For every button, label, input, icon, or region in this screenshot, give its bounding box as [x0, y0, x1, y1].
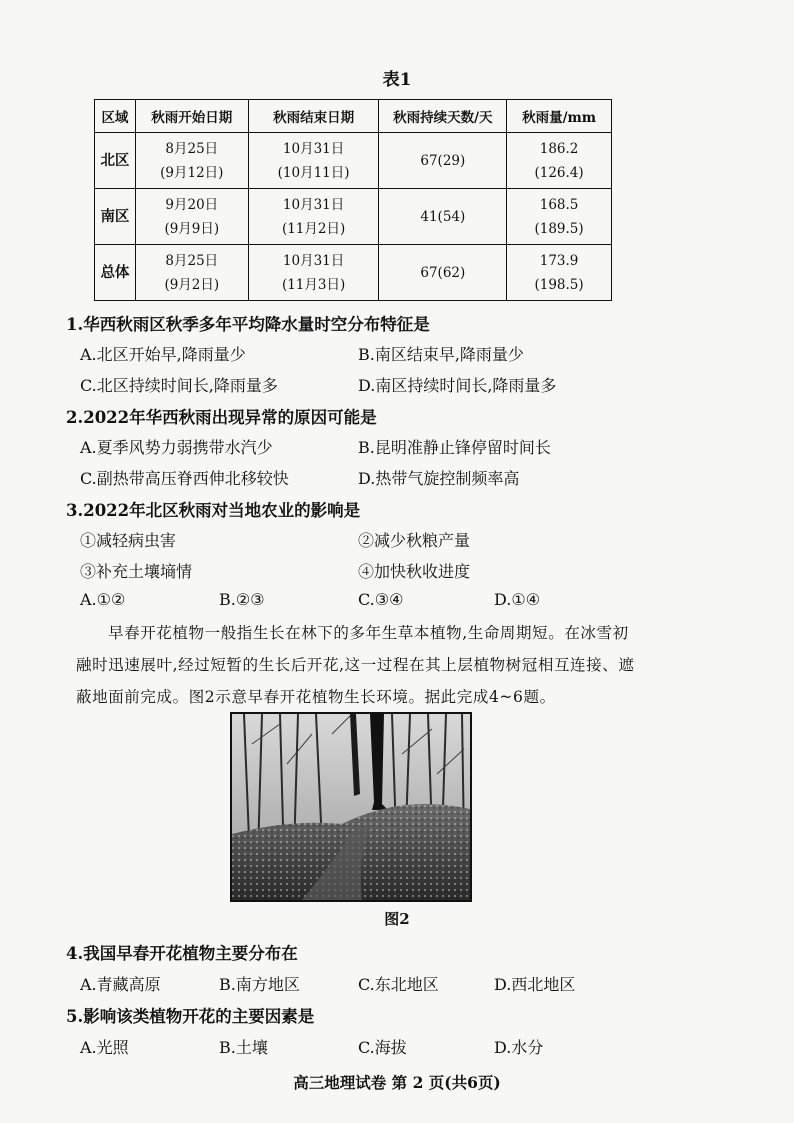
table-row-north	[95, 133, 612, 189]
cell-region: 北区	[95, 133, 136, 189]
q3-option-b: B.②③	[219, 590, 265, 609]
cell-rain: 173.9 (198.5)	[507, 245, 612, 301]
header-end: 秋雨结束日期	[248, 100, 379, 133]
header-rain: 秋雨量/mm	[507, 100, 612, 133]
cell-days: 67(62)	[379, 245, 507, 301]
forest-photo	[230, 712, 472, 902]
q4-option-c: C.东北地区	[358, 975, 439, 994]
q3-option-a: A.①②	[80, 590, 126, 609]
page-footer: 高三地理试卷 第 2 页(共6页)	[293, 1073, 501, 1092]
passage-line: 融时迅速展叶,经过短暂的生长后开花,这一过程在其上层植物树冠相互连接、遮	[76, 656, 635, 674]
q3-option-c: C.③④	[358, 590, 404, 609]
q3-option-d: D.①④	[494, 590, 541, 609]
q2-option-d: D.热带气旋控制频率高	[358, 469, 520, 488]
question-4-stem: 4.我国早春开花植物主要分布在	[66, 944, 298, 963]
question-3-stem: 3.2022年北区秋雨对当地农业的影响是	[66, 501, 361, 520]
q5-option-a: A.光照	[80, 1038, 129, 1057]
figure-caption: 图2	[384, 910, 410, 928]
q5-option-d: D.水分	[494, 1038, 544, 1057]
table-title: 表1	[382, 70, 412, 90]
autumn-rain-table	[94, 99, 612, 301]
q4-option-d: D.西北地区	[494, 975, 576, 994]
cell-start: 8月25日 (9月12日)	[135, 133, 248, 189]
question-2-stem: 2.2022年华西秋雨出现异常的原因可能是	[66, 408, 377, 427]
cell-days: 67(29)	[379, 133, 507, 189]
q3-item-1: ①减轻病虫害	[80, 531, 177, 550]
cell-rain: 168.5 (189.5)	[507, 189, 612, 245]
q2-option-a: A.夏季风势力弱携带水汽少	[80, 438, 273, 457]
table-header-row	[95, 100, 612, 133]
cell-region: 总体	[95, 245, 136, 301]
q1-option-a: A.北区开始早,降雨量少	[80, 345, 246, 364]
q2-option-c: C.副热带高压脊西伸北移较快	[80, 469, 289, 488]
passage-line: 早春开花植物一般指生长在林下的多年生草本植物,生命周期短。在冰雪初	[108, 624, 629, 642]
q5-option-c: C.海拔	[358, 1038, 407, 1057]
cell-days: 41(54)	[379, 189, 507, 245]
question-5-stem: 5.影响该类植物开花的主要因素是	[66, 1007, 315, 1026]
header-region: 区域	[95, 100, 136, 133]
q1-option-d: D.南区持续时间长,降雨量多	[358, 376, 557, 395]
table-row-south	[95, 189, 612, 245]
header-days: 秋雨持续天数/天	[379, 100, 507, 133]
cell-rain: 186.2 (126.4)	[507, 133, 612, 189]
q4-option-a: A.青藏高原	[80, 975, 161, 994]
cell-end: 10月31日 (11月2日)	[248, 189, 379, 245]
q4-option-b: B.南方地区	[219, 975, 300, 994]
cell-start: 9月20日 (9月9日)	[135, 189, 248, 245]
cell-end: 10月31日 (11月3日)	[248, 245, 379, 301]
q1-option-c: C.北区持续时间长,降雨量多	[80, 376, 278, 395]
q3-item-3: ③补充土壤墒情	[80, 562, 193, 581]
q3-item-2: ②减少秋粮产量	[358, 531, 471, 550]
cell-end: 10月31日 (10月11日)	[248, 133, 379, 189]
q5-option-b: B.土壤	[219, 1038, 268, 1057]
q1-option-b: B.南区结束早,降雨量少	[358, 345, 524, 364]
question-1-stem: 1.华西秋雨区秋季多年平均降水量时空分布特征是	[66, 315, 430, 334]
cell-start: 8月25日 (9月2日)	[135, 245, 248, 301]
q3-item-4: ④加快秋收进度	[358, 562, 471, 581]
table-row-total	[95, 245, 612, 301]
reading-passage	[76, 617, 712, 713]
q2-option-b: B.昆明准静止锋停留时间长	[358, 438, 551, 457]
passage-line: 蔽地面前完成。图2示意早春开花植物生长环境。据此完成4~6题。	[76, 688, 556, 706]
header-start: 秋雨开始日期	[135, 100, 248, 133]
cell-region: 南区	[95, 189, 136, 245]
